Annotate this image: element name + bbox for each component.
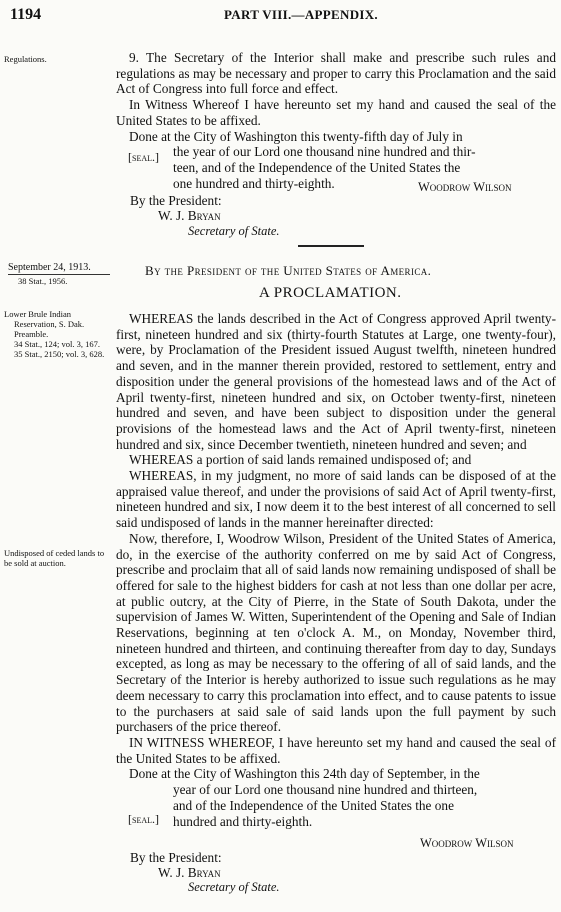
seal-2: [seal.] xyxy=(128,812,159,826)
signature-2: Woodrow Wilson xyxy=(420,836,514,850)
page-number: 1194 xyxy=(10,6,42,23)
done-line-2-4: hundred and thirty-eighth. xyxy=(173,813,313,829)
margin-note-stat-35: 35 Stat., 2150; vol. 3, 628. xyxy=(14,349,105,359)
by-president-1: By the President: xyxy=(130,193,222,208)
running-head: PART VIII.—APPENDIX. xyxy=(224,7,378,22)
whereas-paragraph-2: WHEREAS a portion of said lands remained undisposed of; and xyxy=(129,452,472,468)
signature-1: Woodrow Wilson xyxy=(418,180,512,194)
done-line-2-3: and of the Independence of the United States the one xyxy=(173,797,454,813)
secretary-title-1: Secretary of State. xyxy=(188,224,280,238)
by-president-2: By the President: xyxy=(130,850,222,865)
margin-note-stat-34: 34 Stat., 124; vol. 3, 167. xyxy=(14,339,100,349)
stat-note: 38 Stat., 1956. xyxy=(18,276,68,286)
secretary-title-2: Secretary of State. xyxy=(188,880,280,894)
proclamation-title: A PROCLAMATION. xyxy=(259,285,402,301)
paragraph-9: 9. The Secretary of the Interior shall make and prescribe such rules and regulations as may be necessary and proper to carry this Proclamation and the said Act of Congress into full force and effect. xyxy=(116,50,556,97)
seal-1: [seal.] xyxy=(128,150,159,164)
secretary-name-2: W. J. Bryan xyxy=(158,865,221,880)
done-line-2: the year of our Lord one thousand nine hundred and thir- xyxy=(173,144,476,160)
now-therefore-paragraph: Now, therefore, I, Woodrow Wilson, President of the United States of America, do, in the exercise of the authority conferred on me by said Act of Congress, prescribe and proclaim that all of said lands now remaining undisposed of shall be offered for sale to the highest bidders for cash at not less than one dollar per acre, at public outcry, at the City of Pierre, in the State of South Dakota, under the supervision of James W. Witten, Superintendent of the Opening and Sale of Indian Reservations, beginning at ten o'clock A. M., on Monday, November third, nineteen hundred and thirteen, and continuing thereafter from day to day, Sundays excepted, as long as may be necessary to the offering of all of said lands, and the Secretary of the Interior is hereby authorized to issue such regulations as he may deem necessary to carry this proclamation into effect, and to cause patents to issue to the purchasers at said sale of said lands upon the full payment by such purchasers of the price thereof. xyxy=(116,530,556,735)
done-line-4: one hundred and thirty-eighth. xyxy=(173,175,335,191)
part2-body xyxy=(116,311,556,829)
whereas-paragraph-1: WHEREAS the lands described in the Act of Congress approved April twenty-first, nineteen hundred and six (thirty-fourth Statutes at Large, one twenty-four), were, by Proclamation of the President issued August twelfth, nineteen hundred and seven, and in the manner therein provided, restored to settlement, entry and disposition under the general provisions of the homestead laws and of the Act of April twenty-first, nineteen hundred and six, on October twenty-first, nineteen hundred and seven, and have been subject to disposition under the general provisions of the homestead laws and the Act of April twenty-first, nineteen hundred and six, since December twentieth, nineteen hundred and seven; and xyxy=(116,311,556,452)
done-line-1: Done at the City of Washington this twenty-fifth day of July in xyxy=(129,128,463,144)
secretary-name-1: W. J. Bryan xyxy=(158,208,221,223)
witness-paragraph-2: IN WITNESS WHEREOF, I have hereunto set my hand and caused the seal of the United States to be affixed. xyxy=(116,734,556,766)
margin-note-auction: Undisposed of ceded lands to be sold at auction. xyxy=(4,548,105,568)
whereas-paragraph-3: WHEREAS, in my judgment, no more of said lands can be disposed of at the appraised value thereof, and under the provisions of said Act of April twenty-first, nineteen hundred and six, I now deem it to the best interest of all concerned to sell said undisposed of lands in the manner hereinafter directed: xyxy=(116,468,556,531)
section-divider xyxy=(298,245,364,247)
margin-note-lower-brule xyxy=(4,309,112,359)
date-note: September 24, 1913. xyxy=(8,262,91,273)
done-line-3: teen, and of the Independence of the United States the xyxy=(173,159,461,175)
margin-note-reservation: Lower Brule Indian Reservation, S. Dak. xyxy=(4,309,85,329)
margin-note-regulations: Regulations. xyxy=(4,54,47,64)
proclamation-caption: By the President of the United States of America. xyxy=(145,263,432,278)
done-line-2-1: Done at the City of Washington this 24th day of September, in the xyxy=(129,766,480,782)
witness-paragraph-1: In Witness Whereof I have hereunto set my hand and caused the seal of the United States to be affixed. xyxy=(116,97,556,128)
margin-note-preamble: Preamble. xyxy=(14,329,49,339)
part1-body xyxy=(116,50,556,191)
done-line-2-2: year of our Lord one thousand nine hundred and thirteen, xyxy=(173,782,478,798)
date-underline xyxy=(8,274,110,275)
